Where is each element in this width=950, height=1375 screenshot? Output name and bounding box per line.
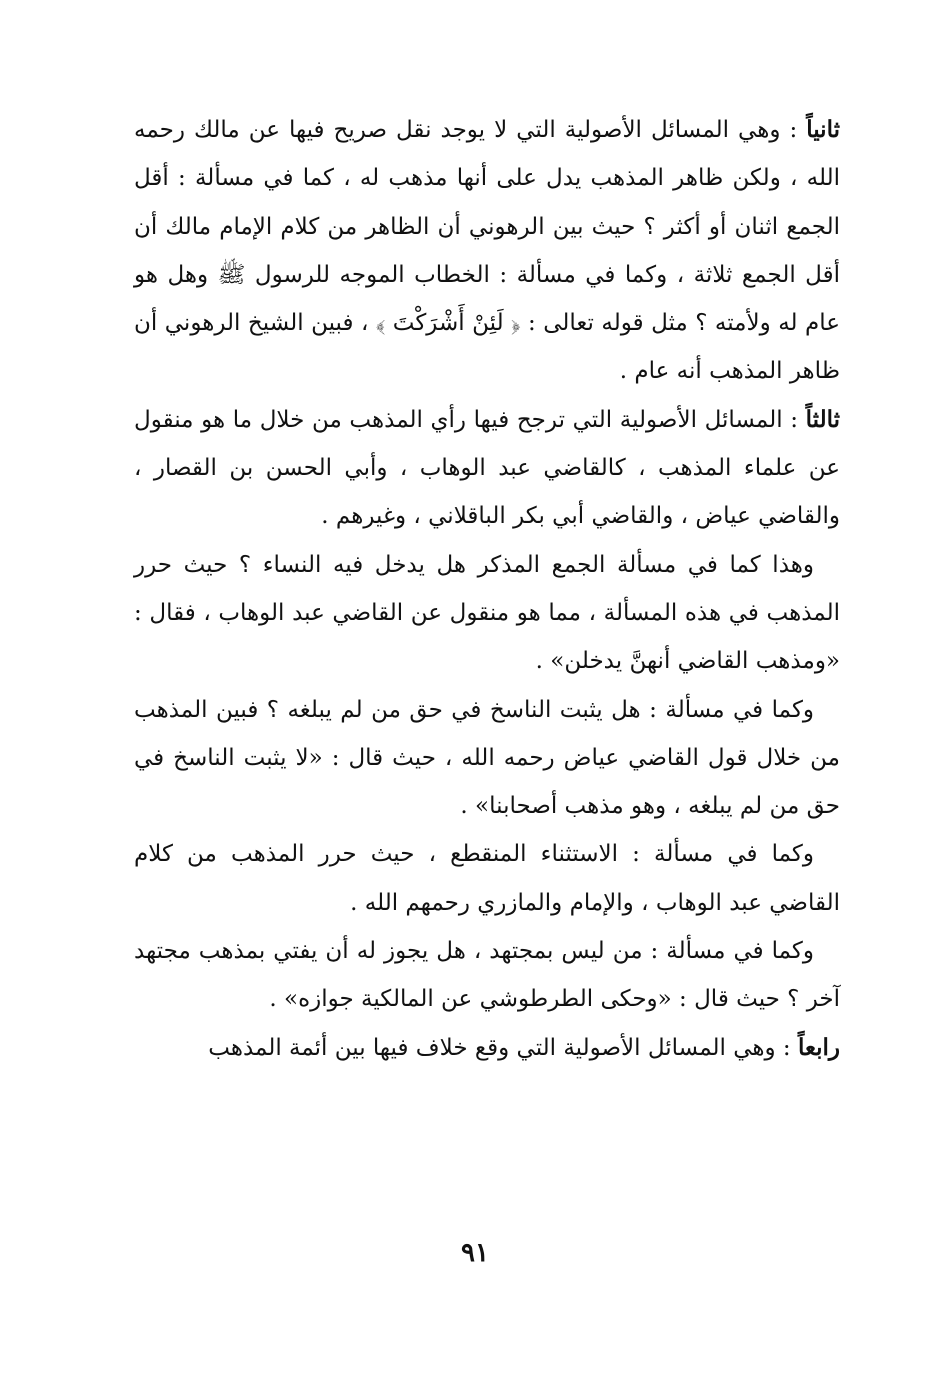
paragraph-body: وكما في مسألة : من ليس بمجتهد ، هل يجوز له أن يفتي بمذهب مجتهد آخر ؟ حيث قال : «وحكى الطرطوشي عن المالكية جوازه» . (134, 938, 840, 1013)
paragraph-body: وهذا كما في مسألة الجمع المذكر هل يدخل فيه النساء ؟ حيث حرر المذهب في هذه المسألة ، مما هو منقول عن القاضي عبد الوهاب ، فقال : «ومذهب القاضي أنهنَّ يدخلن» . (134, 551, 840, 675)
paragraph-body: وكما في مسألة : هل يثبت الناسخ في حق من لم يبلغه ؟ فبين المذهب من خلال قول القاضي عياض رحمه الله ، حيث قال : «لا يثبت الناسخ في حق من لم يبلغه ، وهو مذهب أصحابنا» . (134, 696, 840, 820)
paragraph-lead: رابعاً (797, 1033, 840, 1061)
paragraph-plural-masculine (134, 541, 840, 686)
paragraph-fourth (134, 1024, 840, 1072)
main-text (134, 106, 840, 1072)
paragraph-exception (134, 830, 840, 927)
paragraph-body: : وهي المسائل الأصولية التي وقع خلاف فيها بين أئمة المذهب (208, 1034, 798, 1061)
paragraph-body: : وهي المسائل الأصولية التي لا يوجد نقل صريح فيها عن مالك رحمه الله ، ولكن ظاهر المذهب يدل على أنها مذهب له ، كما في مسألة : أقل الجمع اثنان أو أكثر ؟ حيث بين الرهوني أن الظاهر من كلام الإمام مالك أن أقل الجمع ثلاثة ، وكما في مسألة : الخطاب الموجه للرسول ﷺ وهل هو عام له ولأمته ؟ مثل قوله تعالى : ﴿ لَئِنْ أَشْرَكْتَ ﴾ ، فبين الشيخ الرهوني أن ظاهر المذهب أنه عام . (134, 117, 840, 385)
paragraph-non-mujtahid (134, 927, 840, 1024)
paragraph-lead: ثالثاً (805, 405, 840, 433)
paragraph-third (134, 396, 840, 541)
paragraph-second (134, 106, 840, 396)
page-number: ٩١ (461, 1238, 489, 1268)
paragraph-body: : المسائل الأصولية التي ترجح فيها رأي المذهب من خلال ما هو منقول عن علماء المذهب ، كالقاضي عبد الوهاب ، وأبي الحسن بن القصار ، والقاضي عياض ، والقاضي أبي بكر الباقلاني ، وغيرهم . (134, 406, 840, 530)
paragraph-abrogation (134, 686, 840, 831)
paragraph-lead: ثانياً (806, 116, 840, 143)
paragraph-body: وكما في مسألة : الاستثناء المنقطع ، حيث حرر المذهب من كلام القاضي عبد الوهاب ، والإمام والمازري رحمهم الله . (134, 841, 840, 916)
